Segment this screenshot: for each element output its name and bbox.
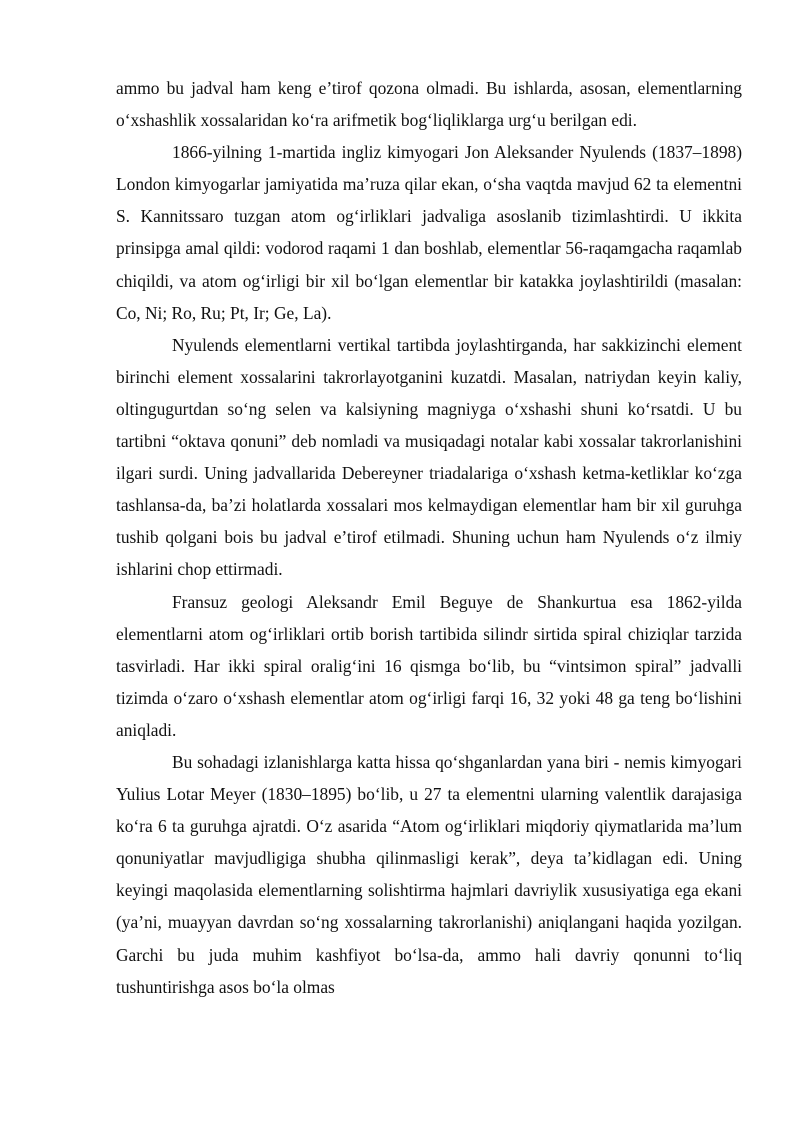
paragraph-chancourtois-spiral: Fransuz geologi Aleksandr Emil Beguye de Shankurtua esa 1862-yilda elementlarni atom og‘irliklari ortib borish tartibida silindr sirtida spiral chiziqlar tarzida tasvirladi. Har ikki spiral oralig‘ini 16 qismga bo‘lib, bu “vintsimon spiral” jadvalli tizimda o‘zaro o‘xshash elementlar atom og‘irligi farqi 16, 32 yoki 48 ga teng bo‘lishini aniqladi. <box>116 591 742 740</box>
paragraph-continuation: ammo bu jadval ham keng e’tirof qozona olmadi. Bu ishlarda, asosan, elementlarning o‘xshashlik xossalaridan ko‘ra arifmetik bog‘liqliklarga urg‘u berilgan edi. <box>116 78 742 131</box>
document-page <box>116 72 742 1003</box>
paragraph-nyulends-intro: 1866-yilning 1-martida ingliz kimyogari Jon Aleksander Nyulends (1837–1898) London kimyogarlar jamiyatida ma’ruza qilar ekan, o‘sha vaqtda mavjud 62 ta elementni S. Kannitssaro tuzgan atom og‘irliklari jadvaliga asoslanib tizimlashtirdi. U ikkita prinsipga amal qildi: vodorod raqami 1 dan boshlab, elementlar 56-raqamgacha raqamlab chiqildi, va atom og‘irligi bir xil bo‘lgan elementlar bir katakka joylashtirildi (masalan: Co, Ni; Ro, Ru; Pt, Ir; Ge, La). <box>116 142 742 323</box>
paragraph-octave-law: Nyulends elementlarni vertikal tartibda joylashtirganda, har sakkizinchi element birinchi element xossalarini takrorlayotganini kuzatdi. Masalan, natriydan keyin kaliy, oltingugurtdan so‘ng selen va kalsiyning magniyga o‘xshashi shuni ko‘rsatdi. U bu tartibni “oktava qonuni” deb nomladi va musiqadagi notalar kabi xossalar takrorlanishini ilgari surdi. Uning jadvallarida Debereyner triadalariga o‘xshash ketma-ketliklar ko‘zga tashlansa-da, ba’zi holatlarda xossalari mos kelmaydigan elementlar ham bir xil guruhga tushib qolgani bois bu jadval e’tirof etilmadi. Shuning uchun ham Nyulends o‘z ilmiy ishlarini chop ettirmadi. <box>116 334 742 580</box>
paragraph-meyer: Bu sohadagi izlanishlarga katta hissa qo‘shganlardan yana biri - nemis kimyogari Yulius Lotar Meyer (1830–1895) bo‘lib, u 27 ta elementni ularning valentlik darajasiga ko‘ra 6 ta guruhga ajratdi. O‘z asarida “Atom og‘irliklari miqdoriy qiymatlarida ma’lum qonuniyatlar mavjudligiga shubha qilinmasligi kerak”, deya ta’kidlagan edi. Uning keyingi maqolasida elementlarning solishtirma hajmlari davriylik xususiyatiga ega ekani (ya’ni, muayyan davrdan so‘ng xossalarning takrorlanishi) aniqlangani haqida yozilgan. Garchi bu juda muhim kashfiyot bo‘lsa-da, ammo hali davriy qonunni to‘liq tushuntirishga asos bo‘la olmas <box>116 751 742 997</box>
